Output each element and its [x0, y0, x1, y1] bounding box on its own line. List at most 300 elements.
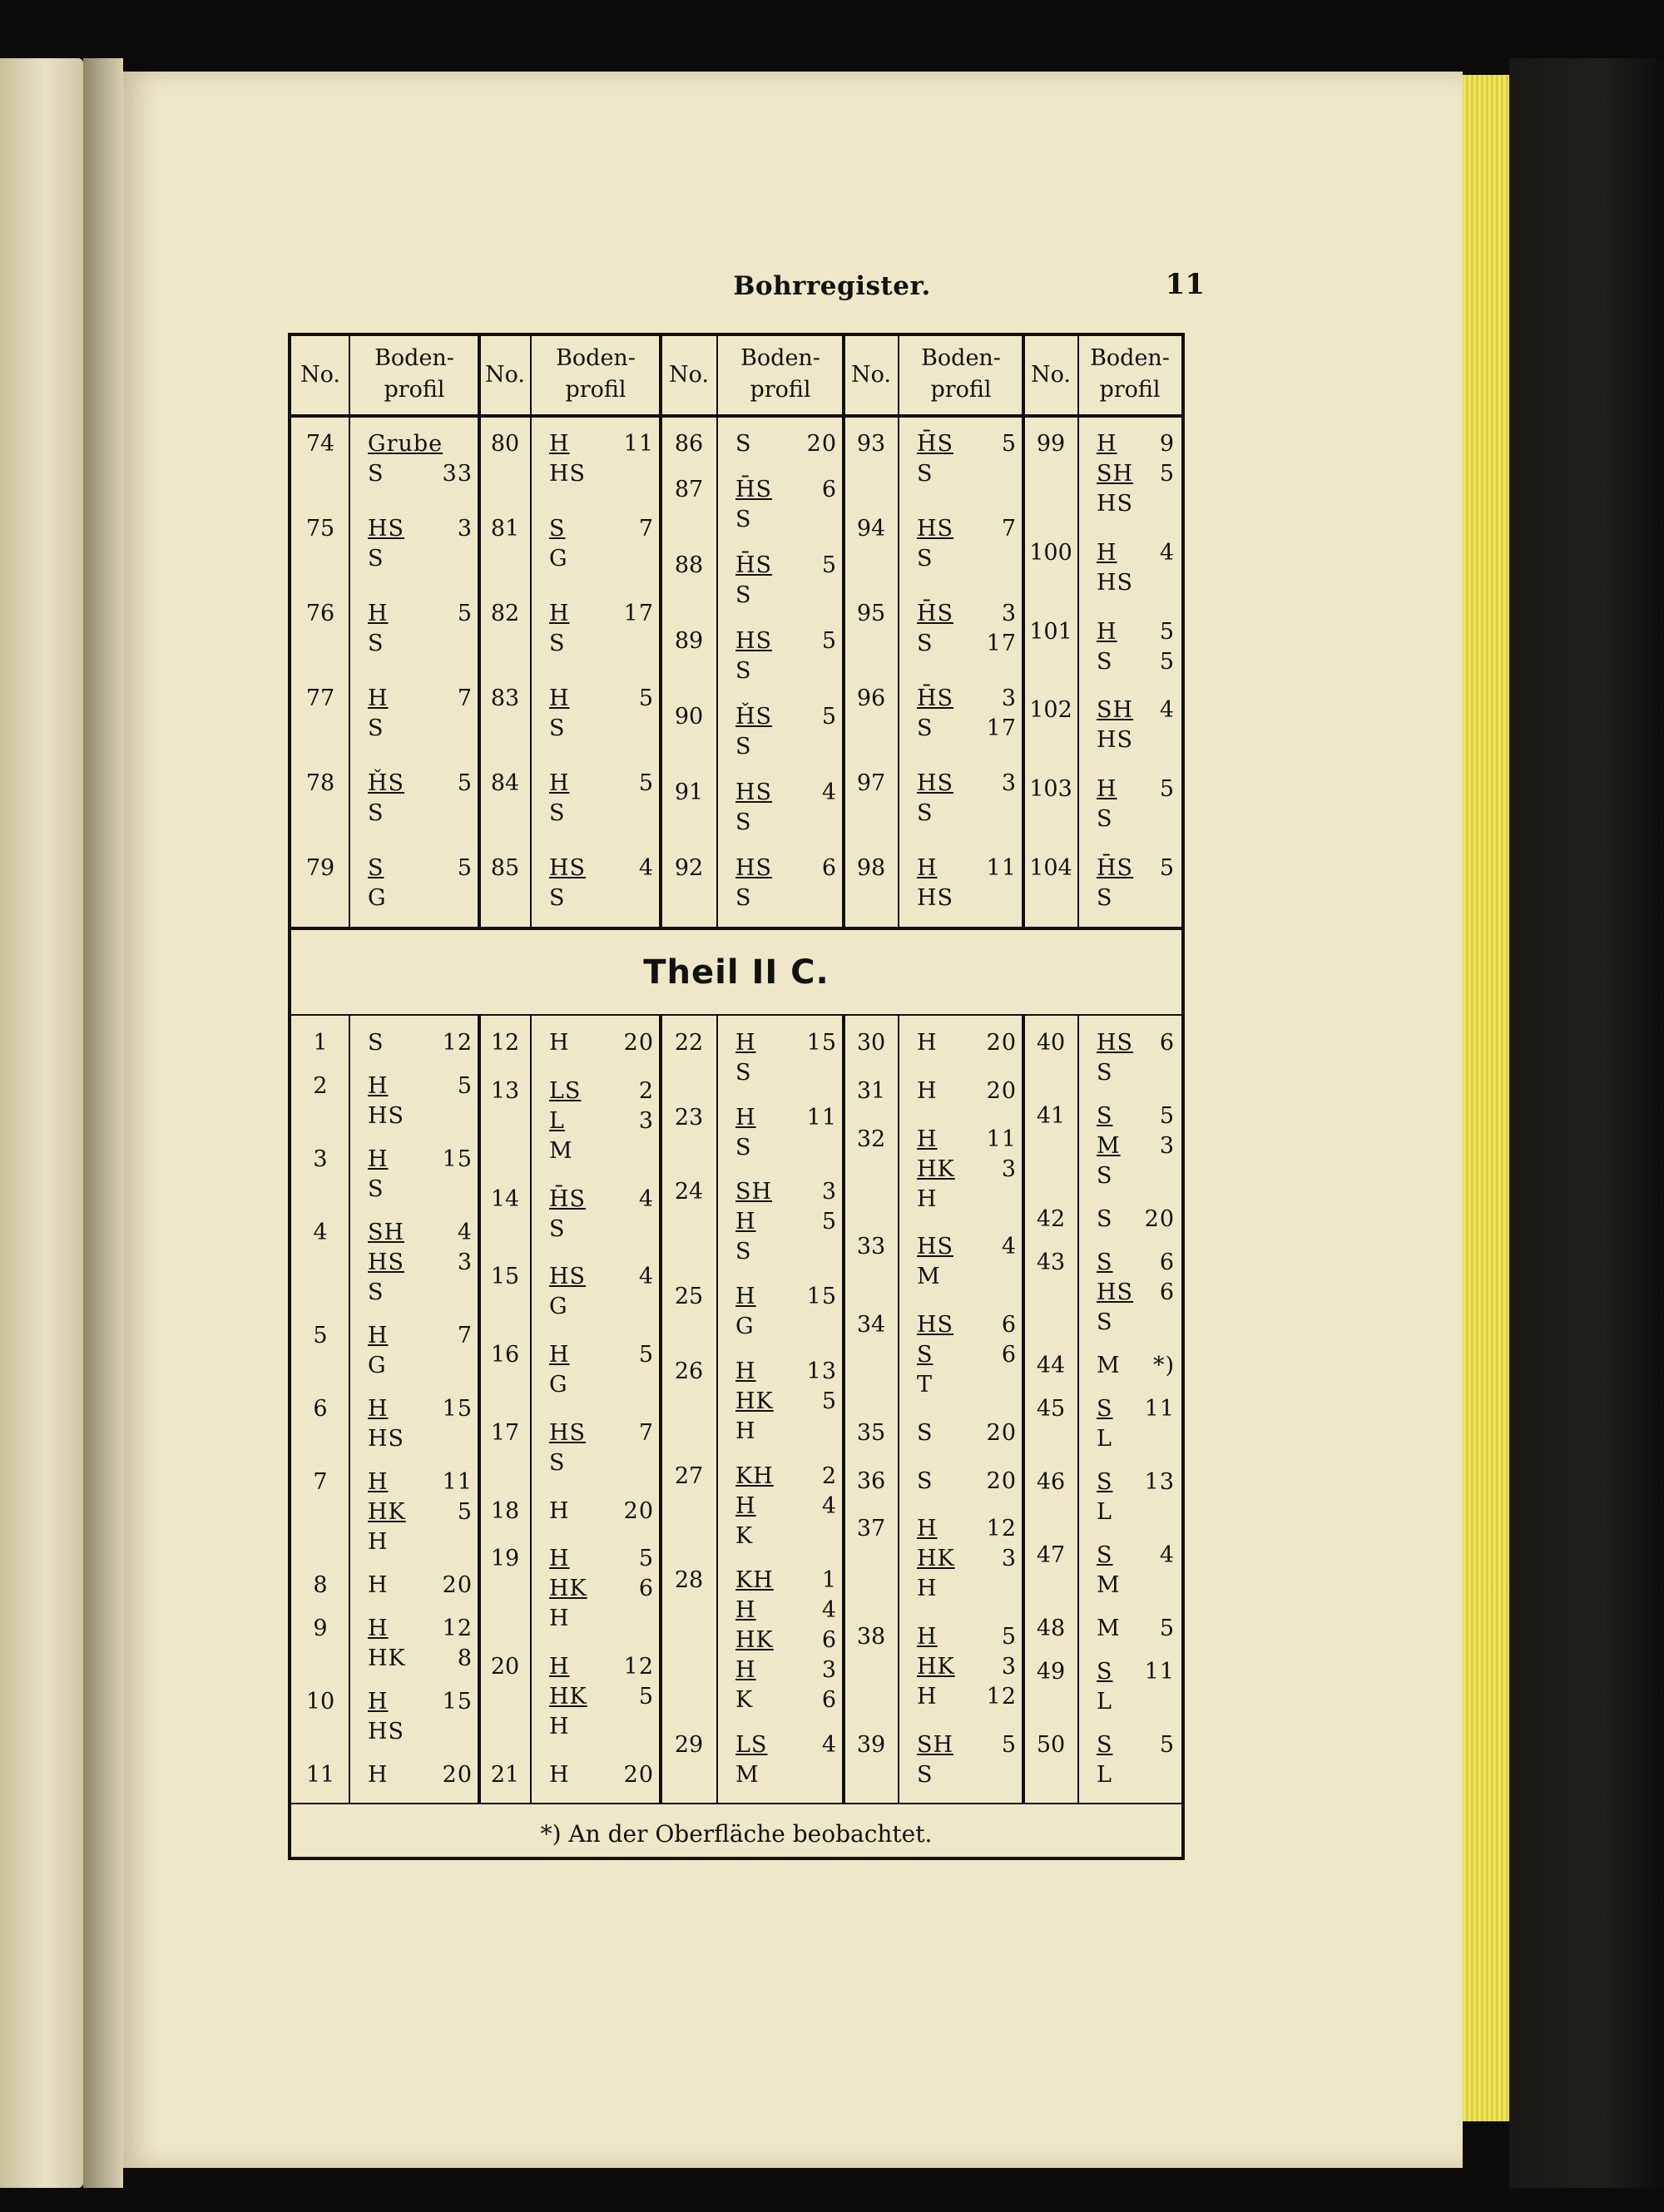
profile-layer-symbol: S [1097, 885, 1113, 911]
profile-layer-depth: 5 [457, 1073, 473, 1099]
profile-layer-symbol: ȞS [735, 704, 773, 730]
profile-layer-symbol: G [368, 885, 387, 911]
profile-layer-symbol: S [1097, 1542, 1113, 1568]
boring-number: 82 [490, 601, 520, 626]
profile-layer-depth: 6 [821, 477, 837, 502]
profile-layer-depth: 5 [1159, 1732, 1175, 1758]
profile-layer-symbol: S [368, 855, 384, 881]
profile-layer-symbol: H [368, 1689, 389, 1715]
profile-layer-depth: 15 [806, 1030, 837, 1056]
profile-layer-symbol: H̄S [735, 477, 773, 502]
boring-number: 97 [856, 770, 886, 796]
boring-number: 36 [856, 1467, 886, 1494]
boring-number: 27 [674, 1462, 704, 1489]
boring-number: 11 [305, 1762, 335, 1788]
profile-layer-depth: 3 [1001, 770, 1017, 796]
profile-layer-symbol: S [368, 631, 384, 656]
boring-number: 25 [674, 1284, 704, 1310]
profile-layer-symbol: S [917, 800, 934, 826]
profile-layer-symbol: L [1097, 1762, 1112, 1788]
profile-layer-depth: 15 [442, 1396, 473, 1422]
profile-layer-depth: 3 [457, 516, 473, 542]
profile-layer-depth: 5 [1159, 461, 1175, 487]
boring-number: 75 [305, 516, 335, 542]
profile-layer-depth: 33 [442, 461, 473, 487]
boring-number: 5 [313, 1323, 328, 1348]
profile-layer-symbol: H [735, 1418, 756, 1444]
profile-layer-depth: 17 [986, 715, 1017, 741]
boring-number: 90 [674, 704, 704, 730]
profile-layer-symbol: H [368, 1146, 389, 1172]
profile-layer-depth: 6 [1001, 1342, 1017, 1368]
boring-number: 42 [1036, 1206, 1066, 1232]
profile-layer-symbol: H [917, 1030, 938, 1056]
profile-layer-symbol: H [917, 1126, 938, 1152]
profile-layer-depth: 17 [623, 601, 654, 626]
profile-layer-symbol: G [549, 1372, 568, 1398]
part-title: Theil II C. [643, 953, 830, 992]
profile-layer-symbol: H [368, 685, 389, 711]
profile-layer-depth: 4 [457, 1220, 473, 1245]
boring-number: 95 [856, 601, 886, 626]
running-title: Bohrregister. [733, 271, 931, 301]
profile-layer-symbol: H [917, 1185, 938, 1212]
boring-number: 18 [490, 1497, 520, 1524]
profile-layer-depth: 13 [806, 1358, 837, 1384]
profile-layer-depth: 5 [1159, 1616, 1175, 1641]
profile-layer-symbol: HK [368, 1645, 406, 1671]
boring-number: 93 [856, 431, 886, 457]
profile-layer-depth: 5 [457, 1499, 473, 1525]
profile-layer-depth: 3 [1159, 1133, 1175, 1159]
profile-layer-depth: 20 [1144, 1206, 1175, 1232]
profile-layer-symbol: ȞS [368, 770, 405, 796]
profile-layer-symbol: HK [735, 1627, 774, 1654]
profile-layer-depth: 11 [806, 1104, 837, 1131]
profile-layer-symbol: HK [549, 1684, 587, 1710]
boring-number: 8 [313, 1572, 328, 1598]
profile-layer-symbol: H [1097, 539, 1117, 566]
profile-layer-symbol: S [1097, 1163, 1113, 1189]
profile-layer-symbol: S [1097, 1206, 1113, 1232]
profile-layer-symbol: S [917, 1467, 934, 1494]
boring-number: 47 [1036, 1542, 1066, 1568]
profile-layer-depth: 11 [1144, 1659, 1175, 1685]
profile-layer-depth: 6 [1159, 1250, 1175, 1275]
profile-layer-symbol: SH [1097, 461, 1134, 487]
profile-layer-symbol: H [735, 1657, 756, 1684]
boring-number: 14 [490, 1185, 520, 1212]
profile-layer-symbol: S [917, 1762, 934, 1788]
profile-layer-symbol: H [368, 1529, 389, 1555]
profile-layer-symbol: H [368, 1572, 389, 1598]
boring-number: 22 [674, 1030, 704, 1056]
profile-layer-depth: 4 [821, 1492, 837, 1519]
profile-layer-symbol: M [1097, 1616, 1121, 1641]
boring-number: 29 [674, 1732, 704, 1758]
profile-layer-symbol: H [368, 1323, 389, 1348]
profile-layer-symbol: L [1097, 1499, 1112, 1525]
profile-layer-symbol: L [1097, 1426, 1112, 1452]
profile-layer-depth: 5 [457, 855, 473, 881]
profile-layer-symbol: H [549, 1714, 570, 1740]
profile-layer-symbol: H [368, 1073, 389, 1099]
profile-layer-depth: 12 [442, 1030, 473, 1056]
boring-number: 33 [856, 1234, 886, 1260]
profile-layer-symbol: S [735, 582, 752, 608]
profile-layer-depth: 6 [1159, 1030, 1175, 1056]
profile-layer-symbol: S [368, 461, 384, 487]
profile-layer-depth: 20 [623, 1497, 654, 1524]
boring-number: 12 [490, 1030, 520, 1056]
boring-number: 96 [856, 685, 886, 711]
boring-number: 92 [674, 855, 704, 881]
boring-number: 104 [1029, 855, 1072, 881]
header-no: No. [485, 362, 525, 388]
profile-layer-symbol: HS [917, 1234, 954, 1260]
boring-number: 16 [490, 1342, 520, 1368]
profile-layer-symbol: S [549, 1449, 566, 1476]
profile-layer-symbol: H [368, 1396, 389, 1422]
profile-layer-symbol: K [735, 1522, 754, 1549]
profile-layer-depth: 5 [638, 770, 654, 796]
profile-layer-depth: 4 [821, 1732, 837, 1758]
profile-layer-symbol: H [549, 601, 570, 626]
profile-layer-symbol: H [735, 1104, 756, 1131]
boring-number: 89 [674, 628, 704, 654]
profile-layer-symbol: H̄S [917, 601, 954, 626]
profile-layer-depth: 7 [638, 1419, 654, 1446]
profile-layer-depth: 20 [986, 1077, 1017, 1104]
boring-number: 48 [1036, 1616, 1066, 1641]
profile-layer-depth: 13 [1144, 1469, 1175, 1495]
profile-layer-depth: 3 [457, 1250, 473, 1275]
profile-layer-depth: 5 [457, 601, 473, 626]
profile-layer-depth: 12 [986, 1684, 1017, 1710]
boring-number: 76 [305, 601, 335, 626]
profile-layer-symbol: SH [1097, 697, 1134, 724]
profile-layer-symbol: H [1097, 776, 1117, 803]
boring-number: 77 [305, 685, 335, 711]
header-no: No. [300, 362, 340, 388]
header-no: No. [669, 362, 709, 388]
boring-number: 50 [1036, 1732, 1066, 1758]
profile-layer-symbol: HS [1097, 1279, 1134, 1305]
profile-layer-depth: 4 [821, 1597, 837, 1624]
profile-layer-symbol: H [917, 1684, 938, 1710]
profile-layer-depth: 5 [1001, 1732, 1017, 1758]
profile-layer-symbol: G [549, 546, 568, 572]
profile-layer-depth: 4 [638, 855, 654, 881]
profile-layer-symbol: HS [1097, 569, 1134, 596]
profile-layer-symbol: S [917, 715, 934, 741]
profile-layer-symbol: H̄S [1097, 855, 1134, 881]
profile-layer-symbol: H̄S [917, 685, 954, 711]
boring-number: 19 [490, 1546, 520, 1572]
profile-layer-symbol: H [549, 1654, 570, 1680]
boring-number: 86 [674, 431, 704, 457]
profile-layer-depth: 7 [638, 516, 654, 542]
boring-number: 99 [1036, 431, 1066, 457]
profile-layer-symbol: H [917, 1077, 938, 1104]
profile-layer-depth: 5 [1001, 1624, 1017, 1650]
boring-number: 39 [856, 1732, 886, 1758]
profile-layer-symbol: H̄S [917, 431, 954, 457]
boring-number: 88 [674, 552, 704, 578]
boring-number: 7 [313, 1469, 328, 1495]
profile-layer-depth: 20 [442, 1762, 473, 1788]
profile-layer-symbol: H [735, 1597, 756, 1624]
profile-layer-depth: 5 [1159, 776, 1175, 803]
profile-layer-symbol: H [735, 1209, 756, 1235]
profile-layer-depth: 6 [1159, 1279, 1175, 1305]
profile-layer-symbol: K [735, 1687, 754, 1714]
profile-layer-depth: 5 [1159, 855, 1175, 881]
profile-layer-depth: 3 [821, 1657, 837, 1684]
boring-number: 38 [856, 1624, 886, 1650]
profile-layer-symbol: LS [549, 1077, 582, 1104]
profile-layer-symbol: SH [917, 1732, 954, 1758]
profile-layer-depth: 3 [638, 1107, 654, 1134]
profile-layer-symbol: S [917, 461, 934, 487]
profile-layer-depth: 5 [638, 1546, 654, 1572]
profile-layer-symbol: H [735, 1284, 756, 1310]
header-profile: Boden- profil [556, 345, 636, 403]
profile-layer-depth: 17 [986, 631, 1017, 656]
boring-number: 102 [1029, 697, 1072, 724]
boring-number: 13 [490, 1077, 520, 1104]
boring-number: 37 [856, 1516, 886, 1542]
profile-layer-depth: 15 [806, 1284, 837, 1310]
profile-layer-symbol: S [549, 800, 566, 826]
profile-layer-symbol: S [368, 1176, 384, 1202]
profile-layer-depth: 9 [1159, 431, 1175, 457]
profile-layer-depth: 4 [821, 779, 837, 805]
profile-layer-depth: *) [1152, 1353, 1175, 1378]
profile-layer-symbol: HS [1097, 727, 1134, 754]
profile-layer-symbol: HK [917, 1546, 955, 1572]
profile-layer-symbol: HK [368, 1499, 406, 1525]
profile-layer-symbol: SH [735, 1179, 773, 1205]
profile-layer-depth: 12 [623, 1654, 654, 1680]
profile-layer-depth: 4 [1159, 1542, 1175, 1568]
boring-number: 41 [1036, 1103, 1066, 1129]
boring-number: 80 [490, 431, 520, 457]
profile-layer-symbol: M [1097, 1133, 1121, 1159]
profile-layer-symbol: S [1097, 1396, 1113, 1422]
boring-number: 32 [856, 1126, 886, 1152]
boring-number: 100 [1029, 539, 1072, 566]
boring-number: 46 [1036, 1469, 1066, 1495]
boring-number: 78 [305, 770, 335, 796]
profile-layer-symbol: Grube [368, 431, 443, 457]
profile-layer-symbol: H [917, 1624, 938, 1650]
profile-layer-symbol: S [917, 631, 934, 656]
profile-layer-symbol: S [917, 546, 934, 572]
profile-layer-symbol: M [1097, 1572, 1121, 1598]
profile-layer-symbol: HS [368, 1103, 405, 1129]
profile-layer-symbol: S [368, 800, 384, 826]
boring-number: 10 [305, 1689, 335, 1715]
profile-layer-symbol: H [735, 1492, 756, 1519]
profile-layer-symbol: HS [368, 1719, 405, 1744]
profile-layer-depth: 3 [1001, 601, 1017, 626]
boring-number: 91 [674, 779, 704, 805]
profile-layer-symbol: S [917, 1342, 934, 1368]
profile-layer-depth: 7 [1001, 516, 1017, 542]
profile-layer-depth: 5 [638, 1342, 654, 1368]
boring-number: 40 [1036, 1030, 1066, 1056]
profile-layer-depth: 20 [623, 1762, 654, 1788]
profile-layer-depth: 3 [1001, 1155, 1017, 1182]
boring-number: 3 [313, 1146, 328, 1172]
profile-layer-depth: 5 [821, 552, 837, 578]
profile-layer-symbol: LS [735, 1732, 768, 1758]
profile-layer-depth: 15 [442, 1689, 473, 1715]
profile-layer-symbol: H [1097, 431, 1117, 457]
profile-layer-symbol: SH [368, 1220, 405, 1245]
profile-layer-symbol: HS [1097, 491, 1134, 517]
boring-number: 79 [305, 855, 335, 881]
profile-layer-symbol: HK [917, 1654, 955, 1680]
profile-layer-symbol: H [917, 1516, 938, 1542]
profile-layer-symbol: H [549, 431, 570, 457]
profile-layer-depth: 11 [986, 1126, 1017, 1152]
profile-layer-depth: 3 [1001, 1546, 1017, 1572]
profile-layer-symbol: G [549, 1294, 568, 1320]
profile-layer-depth: 11 [623, 431, 654, 457]
profile-layer-depth: 5 [638, 1684, 654, 1710]
profile-layer-symbol: HK [549, 1576, 587, 1602]
boring-number: 23 [674, 1104, 704, 1131]
profile-layer-symbol: S [1097, 1309, 1113, 1335]
profile-layer-symbol: HS [1097, 1030, 1134, 1056]
profile-layer-depth: 1 [821, 1567, 837, 1594]
profile-layer-depth: 20 [442, 1572, 473, 1598]
profile-layer-symbol: M [1097, 1353, 1121, 1378]
profile-layer-symbol: S [735, 1134, 752, 1160]
profile-layer-depth: 6 [821, 1627, 837, 1654]
page-edges [1463, 75, 1509, 2121]
profile-layer-symbol: H [549, 1497, 570, 1524]
profile-layer-symbol: HK [917, 1155, 955, 1182]
profile-layer-depth: 7 [457, 1323, 473, 1348]
profile-layer-depth: 11 [442, 1469, 473, 1495]
profile-layer-depth: 20 [986, 1419, 1017, 1446]
profile-layer-depth: 11 [1144, 1396, 1175, 1422]
header-no: No. [1031, 362, 1071, 388]
boring-number: 34 [856, 1312, 886, 1339]
profile-layer-symbol: H̄S [735, 552, 773, 578]
profile-layer-depth: 5 [1159, 1103, 1175, 1129]
profile-layer-depth: 6 [1001, 1312, 1017, 1339]
profile-layer-depth: 4 [1159, 697, 1175, 724]
profile-layer-depth: 5 [821, 1388, 837, 1414]
profile-layer-symbol: S [549, 631, 566, 656]
profile-layer-symbol: M [917, 1264, 941, 1290]
profile-layer-depth: 6 [821, 855, 837, 881]
profile-layer-depth: 2 [638, 1077, 654, 1104]
profile-layer-symbol: H [549, 1342, 570, 1368]
profile-layer-symbol: S [735, 431, 752, 457]
profile-layer-symbol: HK [735, 1388, 774, 1414]
boring-number: 28 [674, 1567, 704, 1594]
profile-layer-depth: 20 [806, 431, 837, 457]
profile-layer-symbol: H [549, 685, 570, 711]
profile-layer-depth: 4 [1159, 539, 1175, 566]
boring-number: 31 [856, 1077, 886, 1104]
footnote: *) An der Oberfläche beobachtet. [540, 1820, 933, 1848]
profile-layer-depth: 4 [638, 1185, 654, 1212]
profile-layer-symbol: KH [735, 1462, 774, 1489]
boring-number: 24 [674, 1179, 704, 1205]
profile-layer-depth: 11 [986, 855, 1017, 881]
profile-layer-symbol: S [1097, 1060, 1113, 1086]
boring-number: 83 [490, 685, 520, 711]
profile-layer-depth: 5 [638, 685, 654, 711]
boring-number: 17 [490, 1419, 520, 1446]
profile-layer-symbol: S [1097, 1659, 1113, 1685]
boring-number: 49 [1036, 1659, 1066, 1685]
profile-layer-symbol: H [549, 1546, 570, 1572]
profile-layer-symbol: H [368, 601, 389, 626]
profile-layer-symbol: S [735, 809, 752, 835]
profile-layer-symbol: H [368, 1762, 389, 1788]
profile-layer-symbol: HS [735, 779, 773, 805]
profile-layer-symbol: HS [368, 516, 405, 542]
profile-layer-symbol: KH [735, 1567, 774, 1594]
profile-layer-symbol: HS [368, 1426, 405, 1452]
register-table-frame [288, 333, 1185, 1860]
profile-layer-depth: 4 [638, 1264, 654, 1290]
boring-number: 81 [490, 516, 520, 542]
profile-layer-symbol: S [549, 715, 566, 741]
profile-layer-symbol: S [549, 885, 566, 911]
profile-layer-depth: 3 [821, 1179, 837, 1205]
boring-number: 9 [313, 1616, 328, 1641]
profile-layer-symbol: HS [917, 885, 954, 911]
profile-layer-symbol: H̄S [549, 1185, 587, 1212]
profile-layer-symbol: HS [368, 1250, 405, 1275]
profile-layer-depth: 20 [986, 1030, 1017, 1056]
header-no: No. [851, 362, 891, 388]
header-profile: Boden- profil [374, 345, 454, 403]
profile-layer-depth: 20 [623, 1030, 654, 1056]
profile-layer-symbol: S [735, 658, 752, 684]
profile-layer-symbol: HS [735, 855, 773, 881]
boring-number: 98 [856, 855, 886, 881]
profile-layer-symbol: H [917, 855, 938, 881]
profile-layer-depth: 5 [821, 704, 837, 730]
profile-layer-symbol: HS [917, 516, 954, 542]
boring-number: 21 [490, 1762, 520, 1788]
profile-layer-symbol: S [1097, 648, 1113, 675]
profile-layer-depth: 15 [442, 1146, 473, 1172]
profile-layer-depth: 2 [821, 1462, 837, 1489]
profile-layer-symbol: H [917, 1576, 938, 1602]
boring-number: 45 [1036, 1396, 1066, 1422]
boring-number: 1 [313, 1030, 328, 1056]
profile-layer-symbol: H [735, 1358, 756, 1384]
profile-layer-symbol: H [549, 1762, 570, 1788]
profile-layer-symbol: HS [549, 461, 587, 487]
book-gutter [83, 58, 123, 2188]
profile-layer-symbol: G [735, 1314, 755, 1340]
boring-number: 43 [1036, 1250, 1066, 1275]
profile-layer-symbol: H [368, 1469, 389, 1495]
boring-number: 85 [490, 855, 520, 881]
profile-layer-symbol: T [917, 1372, 934, 1398]
